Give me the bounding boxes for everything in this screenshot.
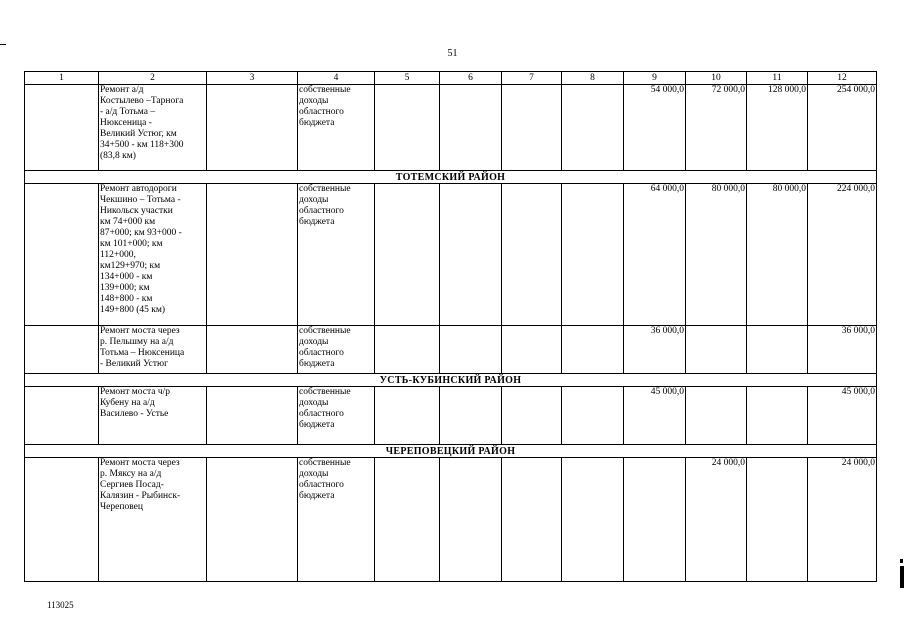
col1-cell (25, 458, 99, 582)
page-number: 51 (447, 48, 458, 59)
work-name-line: Чекшино – Тотьма - (100, 195, 181, 205)
funding-source-line: областного (299, 206, 344, 216)
funding-source-line: бюджета (299, 420, 335, 430)
work-name-line: Костылево –Тарнога (100, 96, 184, 106)
work-name-line: Никольск участки (100, 206, 173, 216)
work-name-line: - Великий Устюг (100, 359, 169, 369)
header-cell: 2 (99, 72, 207, 85)
amount-col11: 128 000,0 (747, 85, 808, 171)
col1-cell (25, 387, 99, 445)
col1-cell (25, 85, 99, 171)
amount-col12: 36 000,0 (808, 326, 877, 374)
col6-cell (440, 458, 502, 582)
table-row (25, 458, 877, 582)
amount-col10: 72 000,0 (686, 85, 747, 171)
funding-source-line: бюджета (299, 118, 335, 128)
col5-cell (375, 326, 440, 374)
funding-source-line: бюджета (299, 491, 335, 501)
funding-source-line: областного (299, 409, 344, 419)
funding-source-line: собственные (299, 85, 351, 95)
funding-source-cell (298, 326, 375, 374)
amount-col12: 254 000,0 (808, 85, 877, 171)
col6-cell (440, 184, 502, 326)
header-cell: 7 (502, 72, 562, 85)
work-name-line: - а/д Тотьма – (100, 107, 156, 117)
col8-cell (562, 458, 624, 582)
header-row (25, 72, 877, 85)
funding-source-line: собственные (299, 184, 351, 194)
funding-source-line: бюджета (299, 359, 335, 369)
col7-cell (502, 326, 562, 374)
funding-source-line: собственные (299, 326, 351, 336)
work-name-line: Ремонт моста через (100, 458, 180, 468)
col5-cell (375, 458, 440, 582)
col8-cell (562, 326, 624, 374)
col5-cell (375, 184, 440, 326)
col8-cell (562, 387, 624, 445)
col3-cell (207, 458, 298, 582)
work-name-line: Ремонт автодороги (100, 184, 177, 194)
amount-col11 (747, 326, 808, 374)
work-name-line: Великий Устюг, км (100, 129, 177, 139)
header-cell: 4 (298, 72, 375, 85)
funding-source-cell (298, 85, 375, 171)
section-title: УСТЬ-КУБИНСКИЙ РАЙОН (25, 374, 877, 387)
table-row (25, 184, 877, 326)
footer-code: 113025 (47, 600, 74, 610)
funding-source-line: доходы (299, 195, 329, 205)
header-cell: 6 (440, 72, 502, 85)
work-name-line: Кубену на а/д (100, 398, 155, 408)
work-name-line: км 74+000 км (100, 217, 156, 227)
work-name-line: 87+000; км 93+000 - (100, 228, 182, 238)
funding-source-line: собственные (299, 458, 351, 468)
col3-cell (207, 184, 298, 326)
budget-table (24, 71, 877, 582)
col7-cell (502, 85, 562, 171)
work-name-line: Череповец (100, 502, 143, 512)
work-name-line: Нюксеница - (100, 118, 152, 128)
edge-mark (0, 44, 6, 45)
edge-mark (900, 566, 904, 588)
col8-cell (562, 85, 624, 171)
amount-col11 (747, 458, 808, 582)
funding-source-line: доходы (299, 398, 329, 408)
col3-cell (207, 326, 298, 374)
edge-mark (900, 559, 903, 563)
table-row (25, 326, 877, 374)
funding-source-cell (298, 184, 375, 326)
work-name-line: Сергиев Посад- (100, 480, 164, 490)
work-name-line: (83,8 км) (100, 151, 136, 161)
col5-cell (375, 387, 440, 445)
header-cell: 3 (207, 72, 298, 85)
work-name-line: р. Пельшму на а/д (100, 337, 174, 347)
col6-cell (440, 85, 502, 171)
funding-source-line: областного (299, 107, 344, 117)
amount-col11: 80 000,0 (747, 184, 808, 326)
amount-col9: 54 000,0 (624, 85, 686, 171)
col7-cell (502, 387, 562, 445)
work-name-cell (99, 85, 207, 171)
funding-source-line: доходы (299, 469, 329, 479)
funding-source-line: доходы (299, 337, 329, 347)
amount-col12: 24 000,0 (808, 458, 877, 582)
funding-source-line: областного (299, 480, 344, 490)
table-row (25, 85, 877, 171)
header-cell: 10 (686, 72, 747, 85)
col5-cell (375, 85, 440, 171)
col6-cell (440, 387, 502, 445)
work-name-line: Калязин - Рыбинск- (100, 491, 181, 501)
col3-cell (207, 85, 298, 171)
funding-source-cell (298, 458, 375, 582)
funding-source-line: бюджета (299, 217, 335, 227)
work-name-cell (99, 184, 207, 326)
amount-col9: 64 000,0 (624, 184, 686, 326)
work-name-line: 139+000; км (100, 283, 150, 293)
amount-col11 (747, 387, 808, 445)
funding-source-line: собственные (299, 387, 351, 397)
funding-source-cell (298, 387, 375, 445)
header-cell: 11 (747, 72, 808, 85)
header-cell: 5 (375, 72, 440, 85)
col1-cell (25, 184, 99, 326)
amount-col12: 224 000,0 (808, 184, 877, 326)
work-name-line: Тотьма – Нюксеница (100, 348, 185, 358)
work-name-line: 34+500 - км 118+300 (100, 140, 184, 150)
work-name-line: 134+000 - км (100, 272, 153, 282)
col3-cell (207, 387, 298, 445)
amount-col10: 24 000,0 (686, 458, 747, 582)
work-name-line: Ремонт а/д (100, 85, 144, 95)
col7-cell (502, 184, 562, 326)
section-title: ТОТЕМСКИЙ РАЙОН (25, 171, 877, 184)
amount-col12: 45 000,0 (808, 387, 877, 445)
work-name-line: Ремонт моста ч/р (100, 387, 170, 397)
table-row (25, 387, 877, 445)
section-row (25, 171, 877, 184)
work-name-line: 149+800 (45 км) (100, 305, 166, 315)
col7-cell (502, 458, 562, 582)
section-title: ЧЕРЕПОВЕЦКИЙ РАЙОН (25, 445, 877, 458)
work-name-line: км129+970; км (100, 261, 161, 271)
header-cell: 8 (562, 72, 624, 85)
work-name-line: Ремонт моста через (100, 326, 180, 336)
work-name-line: 112+000, (100, 250, 136, 260)
header-cell: 9 (624, 72, 686, 85)
work-name-line: км 101+000; км (100, 239, 163, 249)
work-name-line: 148+800 - км (100, 294, 153, 304)
section-row (25, 374, 877, 387)
funding-source-line: областного (299, 348, 344, 358)
amount-col10 (686, 326, 747, 374)
section-row (25, 445, 877, 458)
work-name-line: Василево - Устье (100, 409, 169, 419)
col6-cell (440, 326, 502, 374)
amount-col9: 45 000,0 (624, 387, 686, 445)
amount-col10: 80 000,0 (686, 184, 747, 326)
header-cell: 1 (25, 72, 99, 85)
work-name-cell (99, 458, 207, 582)
amount-col10 (686, 387, 747, 445)
header-cell: 12 (808, 72, 877, 85)
col8-cell (562, 184, 624, 326)
amount-col9 (624, 458, 686, 582)
work-name-line: р. Мяксу на а/д (100, 469, 162, 479)
amount-col9: 36 000,0 (624, 326, 686, 374)
funding-source-line: доходы (299, 96, 329, 106)
col1-cell (25, 326, 99, 374)
work-name-cell (99, 387, 207, 445)
work-name-cell (99, 326, 207, 374)
